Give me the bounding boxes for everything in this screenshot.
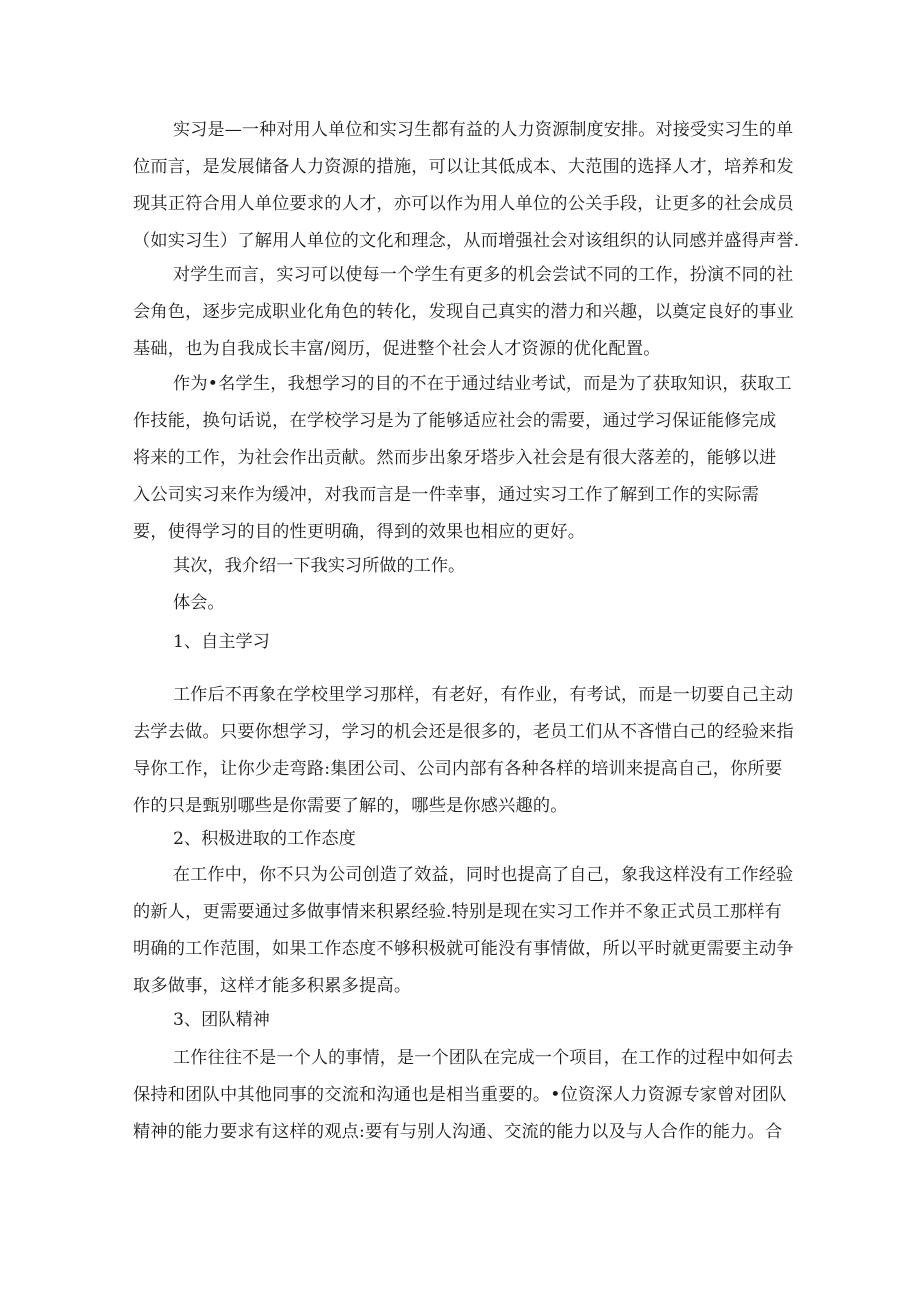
- text-line: 会角色，逐步完成职业化角色的转化，发现自己真实的潜力和兴趣，以奠定良好的事业: [133, 302, 794, 322]
- text-line: 作技能，换句话说，在学校学习是为了能够适应社会的需要，通过学习保证能修完成: [133, 411, 777, 431]
- section-heading-2: 2、积极进取的工作态度: [173, 829, 356, 849]
- text-line: 对学生而言，实习可以使每一个学生有更多的机会尝试不同的工作，扮演不同的社: [173, 265, 794, 285]
- text-line: 在工作中，你不只为公司创造了效益，同时也提高了自己，象我这样没有工作经验: [173, 865, 794, 885]
- section-heading-3: 3、团队精神: [173, 1010, 270, 1030]
- text-line: 明确的工作范围，如果工作态度不够积极就可能没有事情做，所以平时就更需要主动争: [133, 939, 794, 959]
- intro-sentence: 其次，我介绍一下我实习所做的工作。: [173, 556, 466, 576]
- paragraph-study-purpose: [133, 366, 793, 551]
- text-line: 导你工作，让你少走弯路:集团公司、公司内部有各种各样的培训来提高自己，你所要: [133, 759, 783, 779]
- text-line: 现其正符合用人单位要求的人才，亦可以作为用人单位的公关手段，让更多的社会成员: [133, 194, 794, 214]
- text-line: 工作后不再象在学校里学习那样，有老好，有作业，有考试，而是一切要自己主动: [173, 685, 794, 705]
- text-line: （如实习生）了解用人单位的文化和理念，从而增强社会对该组织的认同感并盛得声誉.: [133, 231, 800, 251]
- section-heading-1: 1、自主学习: [173, 632, 270, 652]
- text-line: 要，使得学习的目的性更明确，得到的效果也相应的更好。: [133, 522, 586, 542]
- text-line: 精神的能力要求有这样的观点:要有与别人沟通、交流的能力以及与人合作的能力。合: [133, 1122, 783, 1142]
- text-line: 保持和团队中其他同事的交流和沟通也是相当重要的。•位资深人力资源专家曾对团队: [133, 1085, 787, 1105]
- paragraph-team-spirit: [133, 1040, 793, 1151]
- paragraph-self-study: [133, 677, 793, 825]
- paragraph-internship-definition: [133, 112, 800, 260]
- text-tihui: 体会。: [173, 593, 225, 613]
- text-line: 取多做事，这样才能多积累多提高。: [133, 976, 412, 996]
- text-line: 将来的工作，为社会作出贡献。然而步出象牙塔步入社会是有很大落差的，能够以进: [133, 448, 777, 468]
- text-line: 入公司实习来作为缓冲，对我而言是一件幸事，通过实习工作了解到工作的实际需: [133, 485, 759, 505]
- text-line: 位而言，是发展储备人力资源的措施，可以让其低成本、大范围的选择人才，培养和发: [133, 157, 794, 177]
- paragraph-work-attitude: [133, 857, 793, 1005]
- text-line: 的新人，更需要通过多做事情来积累经验.特别是现在实习工作并不象正式员工那样有: [133, 902, 783, 922]
- paragraph-student-perspective: [133, 257, 793, 368]
- text-line: 作为•名学生，我想学习的目的不在于通过结业考试，而是为了获取知识，获取工: [173, 374, 792, 394]
- text-line: 实习是—一种对用人单位和实习生都有益的人力资源制度安排。对接受实习生的单: [173, 120, 794, 140]
- text-line: 基础，也为自我成长丰富/阅历，促进整个社会人才资源的优化配置。: [133, 339, 661, 359]
- text-line: 作的只是甄别哪些是你需要了解的，哪些是你感兴趣的。: [133, 796, 568, 816]
- text-line: 工作往往不是一个人的事情，是一个团队在完成一个项目，在工作的过程中如何去: [173, 1048, 794, 1068]
- text-line: 去学去做。只要你想学习，学习的机会还是很多的，老员工们从不吝惜白己的经验来指: [133, 722, 794, 742]
